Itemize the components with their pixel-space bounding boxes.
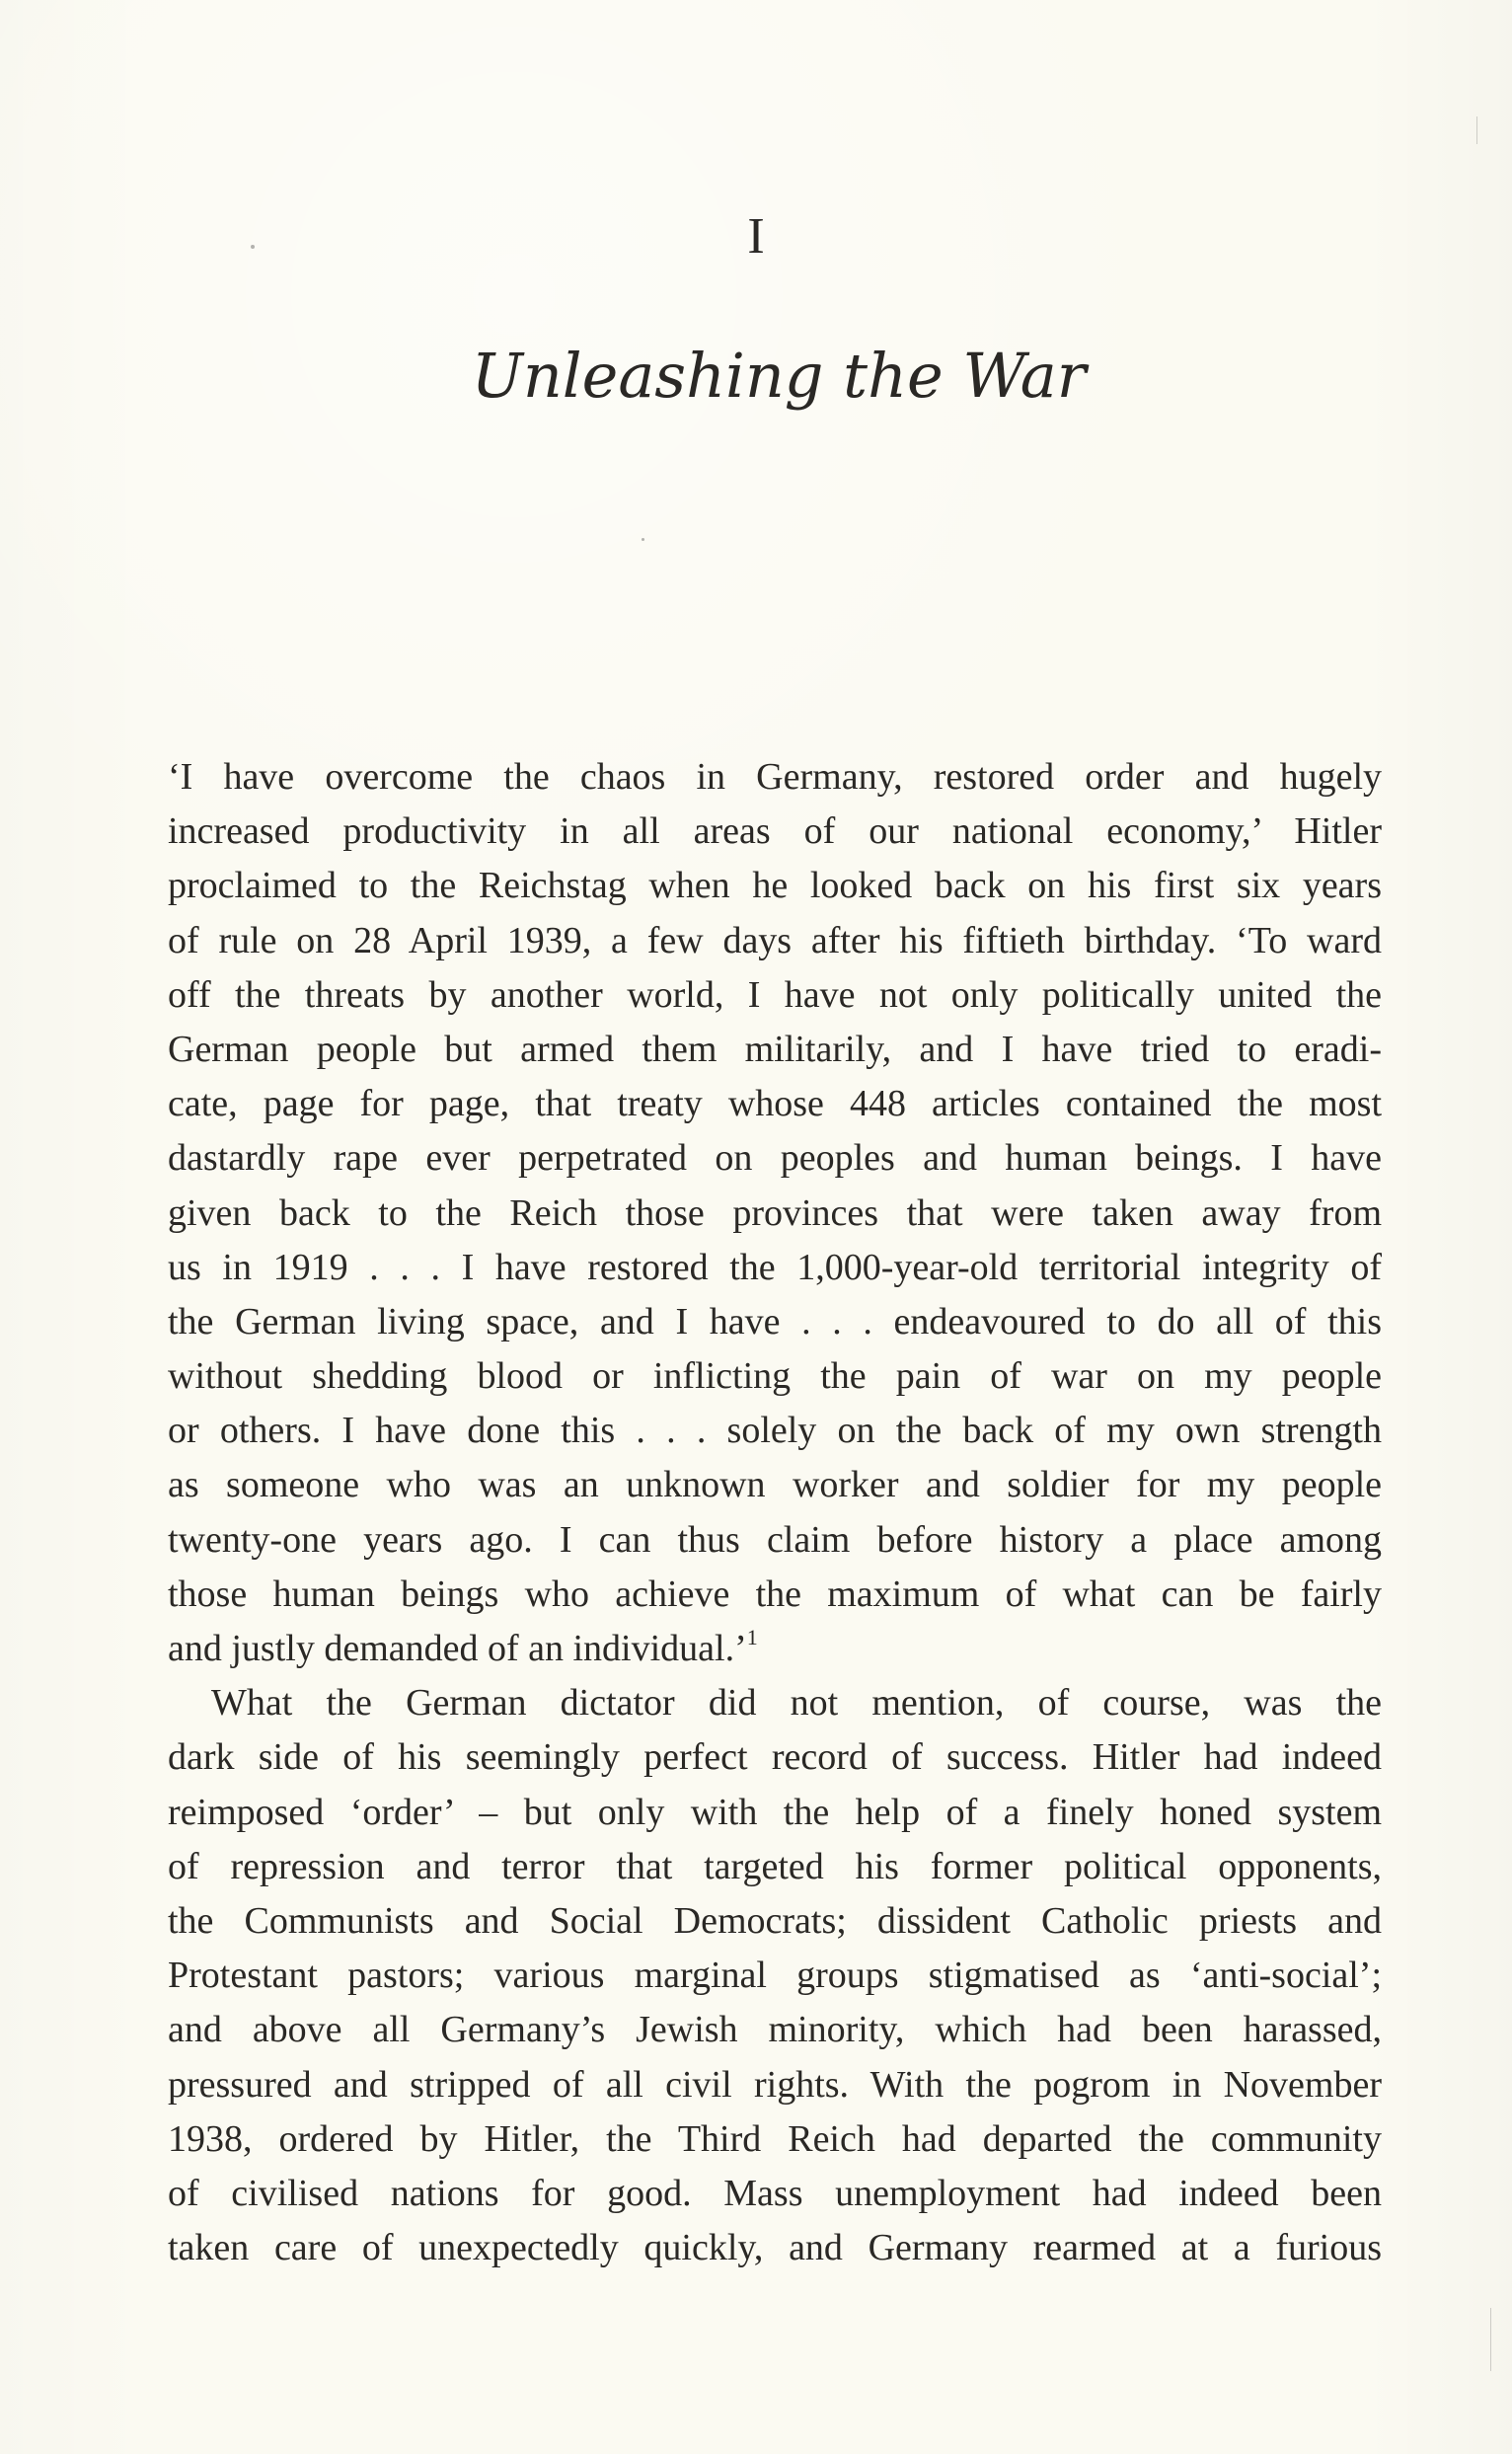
text-line: and above all Germany’s Jewish minority, which had been harassed, (168, 2009, 1382, 2051)
text-line-last (168, 1622, 1382, 1676)
text-line: cate, page for page, that treaty whose 448 articles contained the most (168, 1083, 1382, 1125)
text-line: us in 1919 . . . I have restored the 1,000-year-old territorial integrity of (168, 1246, 1382, 1288)
text-line: twenty-one years ago. I can thus claim before history a place among (168, 1518, 1382, 1561)
paragraph-2 (168, 1676, 1382, 2275)
text-line: as someone who was an unknown worker and soldier for my people (168, 1464, 1382, 1506)
text-line: of repression and terror that targeted his former political opponents, (168, 1845, 1382, 1887)
text-line-indented: What the German dictator did not mention, of course, was the (211, 1682, 1382, 1725)
text-line: or others. I have done this . . . solely on the back of my own strength (168, 1410, 1382, 1452)
text-line: dastardly rape ever perpetrated on peoples and human beings. I have (168, 1137, 1382, 1180)
text-line: given back to the Reich those provinces that were taken away from (168, 1191, 1382, 1234)
text-line: those human beings who achieve the maximum of what can be fairly (168, 1572, 1382, 1615)
text-line: 1938, ordered by Hitler, the Third Reich had departed the community (168, 2117, 1382, 2160)
text-line: pressured and stripped of all civil rights. With the pogrom in November (168, 2063, 1382, 2106)
text-line: of civilised nations for good. Mass unemployment had indeed been (168, 2172, 1382, 2214)
text-line: reimposed ‘order’ – but only with the help of a finely honed system (168, 1791, 1382, 1833)
text-line: dark side of his seemingly perfect record of success. Hitler had indeed (168, 1736, 1382, 1779)
text-line: ‘I have overcome the chaos in Germany, restored order and hugely (168, 756, 1382, 798)
text-line: proclaimed to the Reichstag when he looked back on his first six years (168, 865, 1382, 907)
text-line: the German living space, and I have . . . endeavoured to do all of this (168, 1300, 1382, 1342)
page-edge-mark (1476, 116, 1477, 144)
text-line: Protestant pastors; various marginal groups stigmatised as ‘anti-social’; (168, 1955, 1382, 1997)
chapter-title: Unleashing the War (471, 340, 1087, 412)
text-line: the Communists and Social Democrats; dissident Catholic priests and (168, 1899, 1382, 1942)
text-line-content: and justly demanded of an individual.’ (168, 1628, 747, 1669)
text-line: of rule on 28 April 1939, a few days after his fiftieth birthday. ‘To ward (168, 919, 1382, 961)
text-line: taken care of unexpectedly quickly, and Germany rearmed at a furious (168, 2227, 1382, 2269)
text-line: without shedding blood or inflicting the pain of war on my people (168, 1355, 1382, 1398)
text-line: German people but armed them militarily, and I have tried to eradi- (168, 1028, 1382, 1070)
page-edge-mark (1490, 2308, 1491, 2371)
text-line: increased productivity in all areas of our national economy,’ Hitler (168, 810, 1382, 853)
paper-speck (251, 245, 255, 249)
paper-speck (642, 538, 644, 541)
paragraph-1 (168, 750, 1382, 1676)
chapter-number: I (747, 208, 765, 265)
body-text (168, 750, 1382, 2275)
footnote-marker[interactable]: 1 (746, 1625, 758, 1650)
text-line: off the threats by another world, I have not only politically united the (168, 973, 1382, 1016)
